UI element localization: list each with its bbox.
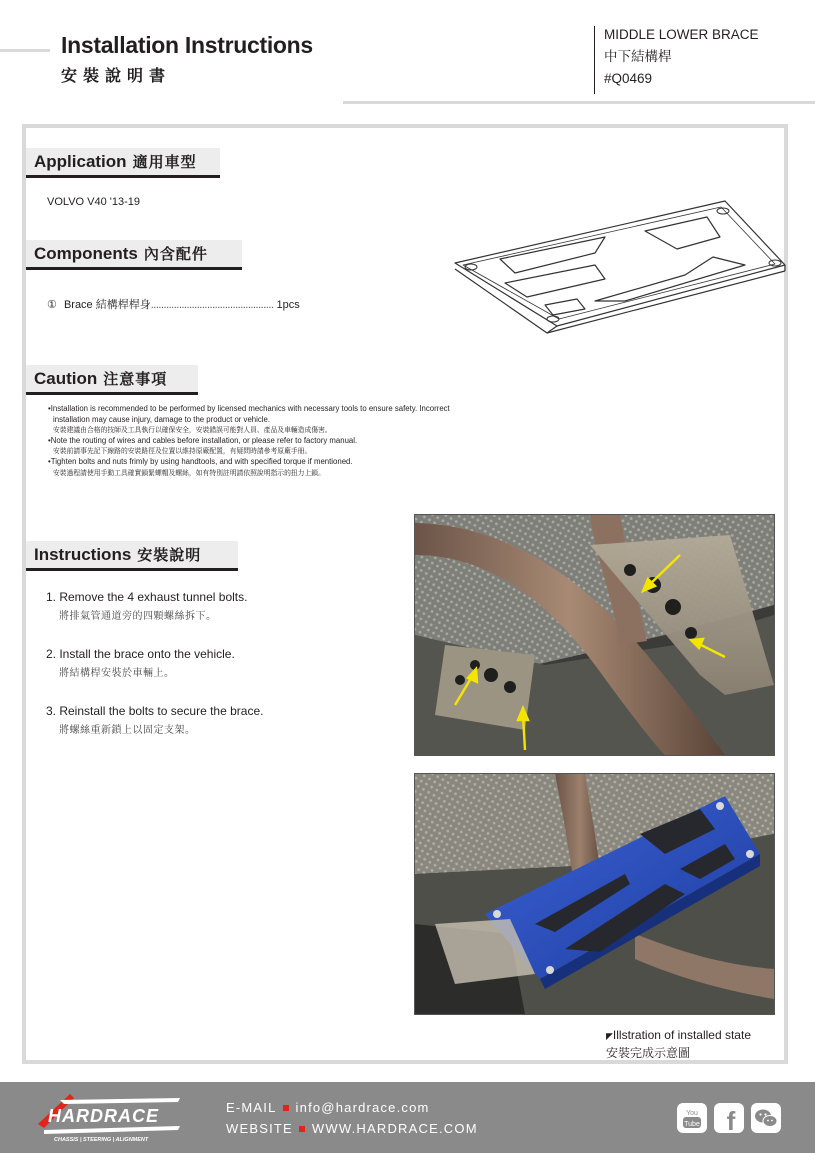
components-heading: Components 內含配件: [26, 240, 242, 270]
brace-diagram: [445, 195, 790, 345]
svg-text:CHASSIS | STEERING | ALIGNMENT: CHASSIS | STEERING | ALIGNMENT: [54, 1137, 149, 1142]
email-label: E-MAIL: [226, 1100, 277, 1115]
caption-zh: 安裝完成示意圖: [606, 1046, 691, 1060]
step-text-zh: 將結構桿安裝於車輛上。: [59, 668, 175, 679]
red-dot: [283, 1105, 289, 1111]
page-title: Installation Instructions: [61, 32, 313, 58]
instruction-step: [46, 590, 386, 622]
application-vehicle: VOLVO V40 '13-19: [47, 196, 141, 208]
application-heading: Application 適用車型: [26, 148, 220, 178]
step-text-en: 3. Reinstall the bolts to secure the brace.: [46, 704, 264, 718]
step-text-en: 1. Remove the 4 exhaust tunnel bolts.: [46, 590, 248, 604]
wechat-icon[interactable]: [751, 1103, 781, 1133]
caption-marker: ◤: [606, 1031, 613, 1041]
svg-text:HARDRACE: HARDRACE: [48, 1106, 159, 1126]
component-item: [47, 296, 300, 312]
header-rule-left: [0, 49, 50, 52]
website-label: WEBSITE: [226, 1121, 293, 1136]
header-divider: [594, 26, 595, 94]
photo-bolt-removal: [414, 514, 775, 756]
svg-text:f: f: [726, 1106, 736, 1133]
caution-list: [48, 404, 458, 478]
step-text-zh: 將螺絲重新鎖上以固定支架。: [59, 725, 196, 736]
instruction-step: [46, 647, 386, 679]
youtube-icon[interactable]: [677, 1103, 707, 1133]
instruction-step: [46, 704, 386, 736]
product-code: #Q0469: [604, 71, 653, 86]
svg-text:Tube: Tube: [684, 1121, 700, 1128]
product-info: [604, 24, 759, 90]
caution-heading: Caution 注意事項: [26, 365, 198, 395]
component-leader: ................................................: [150, 299, 274, 311]
contact-info: [226, 1097, 478, 1139]
svg-text:You: You: [686, 1110, 698, 1117]
step-text-en: 2. Install the brace onto the vehicle.: [46, 647, 235, 661]
hardrace-logo: [30, 1090, 190, 1142]
instruction-steps: [46, 590, 386, 761]
instructions-heading: Instructions 安裝說明: [26, 541, 238, 571]
product-name-zh: 中下結構桿: [604, 49, 672, 64]
caution-item-zh: 安裝前請事先記下線路的安裝路徑及位置以維持原廠配置，有疑問時請參考原廠手冊。: [53, 447, 312, 456]
caution-item-zh: 安裝過程請使用手動工具確實鎖緊螺帽及螺絲，如有特別註明請依照說明指示的扭力上鎖。: [53, 468, 325, 477]
figure-caption: [606, 1027, 751, 1062]
caution-item-en: •Note the routing of wires and cables before installation, or please refer to factory manual.: [48, 435, 358, 445]
email-row: [226, 1097, 478, 1118]
page-subtitle: 安裝說明書: [61, 66, 172, 85]
website-row: [226, 1118, 478, 1139]
caption-en: ◤Illstration of installed state: [606, 1028, 751, 1042]
facebook-icon[interactable]: [714, 1103, 744, 1133]
header-rule-right: [343, 101, 815, 104]
product-name-en: MIDDLE LOWER BRACE: [604, 27, 759, 42]
caution-item-en: •Installation is recommended to be performed by licensed mechanics with necessary tools to ensure safety. Incorrect installation may cause injury, damage to the product or vehicle.: [48, 404, 450, 424]
email-link[interactable]: info@hardrace.com: [295, 1100, 430, 1115]
photo-installed-state: [414, 773, 775, 1015]
website-link[interactable]: WWW.HARDRACE.COM: [311, 1121, 478, 1136]
caution-item-en: •Tighten bolts and nuts frimly by using handtools, and with specified torque if mentioned.: [48, 456, 353, 466]
red-dot: [299, 1126, 305, 1132]
component-name: Brace 結構桿桿身: [63, 299, 151, 311]
component-qty: 1pcs: [276, 299, 300, 311]
caution-item-zh: 安裝建議由合格的技師及工具執行以確保安全，安裝錯誤可能對人員、產品及車輛造成傷害。: [53, 426, 332, 435]
component-index: ①: [47, 299, 57, 311]
step-text-zh: 將排氣管通道旁的四顆螺絲拆下。: [59, 611, 217, 622]
